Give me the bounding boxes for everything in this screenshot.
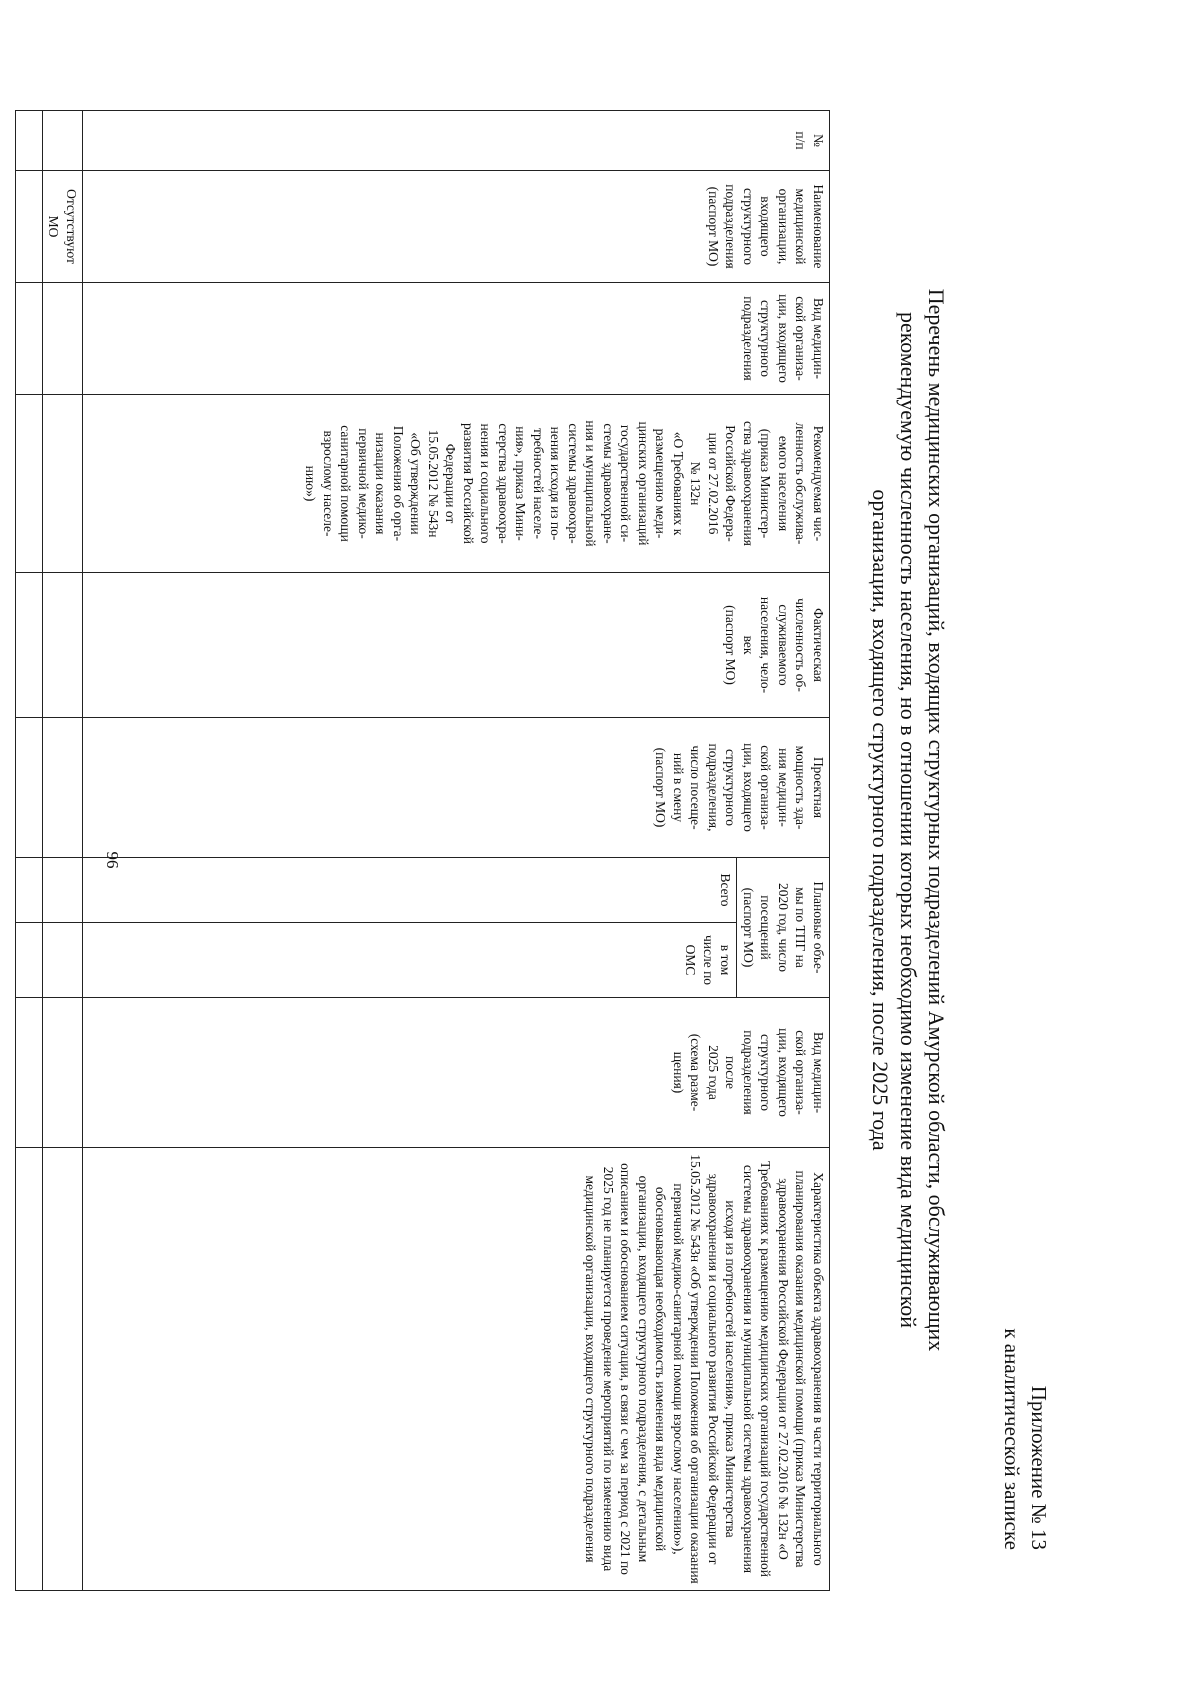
header-type-after: Вид медицин- ской организа- ции, входящего структурного подразделения после 2025 года (схема разме- щения) bbox=[83, 998, 830, 1148]
page-number: 96 bbox=[103, 851, 122, 869]
cell-recommended bbox=[43, 395, 83, 573]
cell-type-after bbox=[16, 998, 43, 1148]
header-actual: Фактическая численность об- служиваемого населения, чело- век (паспорт МО) bbox=[83, 573, 830, 718]
cell-type-after bbox=[43, 998, 83, 1148]
cell-actual bbox=[16, 573, 43, 718]
cell-planned-total bbox=[16, 858, 43, 923]
header-planned-oms: в том числе по ОМС bbox=[83, 923, 738, 998]
header-row bbox=[737, 111, 830, 1591]
cell-type bbox=[16, 283, 43, 395]
table-row bbox=[16, 111, 43, 1591]
header-capacity: Проектная мощность зда- ния медицин- ской организа- ции, входящего структурного подразделения, число посеще- ний в смену (паспорт МО) bbox=[83, 718, 830, 858]
header-name: Наименование медицинской организации, входящего структурного подразделения (паспорт МО) bbox=[83, 171, 830, 283]
cell-recommended bbox=[16, 395, 43, 573]
header-recommended: Рекомендуемая чис- ленность обслужива- емого населения (приказ Министер- ства здравоохранения Российской Федера- ции от 27.02.2016 № 132н «О Требованиях к размещению меди- цинских организаций государственной си- стемы здравоохране- ния и муниципальной системы здравоохра- нения исходя из по- требностей населе- ния», приказ Мини- стерства здравоохра- нения и социального развития Российской Федерации от 15.05.2012 № 543н «Об утверждении Положения об орга- низации оказания первичной медико- санитарной помощи взрослому населе- нию») bbox=[83, 395, 830, 573]
cell-characteristic bbox=[16, 1148, 43, 1591]
cell-num bbox=[16, 111, 43, 171]
cell-capacity bbox=[43, 718, 83, 858]
cell-planned-oms bbox=[16, 923, 43, 998]
header-type: Вид медицин- ской организа- ции, входящего структурного подразделения bbox=[83, 283, 830, 395]
cell-characteristic bbox=[43, 1148, 83, 1591]
appendix-caption bbox=[998, 1328, 1052, 1550]
cell-planned-total bbox=[43, 858, 83, 923]
title-line-2: рекомендуемую численность населения, но в отношении которых необходимо изменение вида медицинской bbox=[896, 311, 921, 1329]
organizations-table bbox=[15, 110, 830, 1591]
cell-type bbox=[43, 283, 83, 395]
header-planned-total: Всего bbox=[83, 858, 738, 923]
cell-capacity bbox=[16, 718, 43, 858]
header-planned: Плановые объе- мы по ТПГ на 2020 год, число посещений (паспорт МО) bbox=[737, 858, 830, 998]
appendix-subtitle: к аналитической записке bbox=[1000, 1328, 1024, 1550]
cell-actual bbox=[43, 573, 83, 718]
appendix-number: Приложение № 13 bbox=[1027, 1385, 1051, 1550]
header-characteristic: Характеристика объекта здравоохранения в части территориального планирования оказания медицинской помощи (приказ Министерства здравоохранения Российской Федерации от 27.02.2016 № 132н «О Требованиях к размещению медицинских организаций государственной системы здравоохранения и муниципальной системы здравоохранения исходя из потребностей населения», приказ Министерства здравоохранения и социального развития Российской Федерации от 15.05.2012 № 543н «Об утверждении Положения об организации оказания первичной медико-санитарной помощи взрослому населению»), обосновывающая необходимость изменения вида медицинской организации, входящего структурного подразделения, с детальным описанием и обоснованием ситуации, в связи с чем за период с 2021 по 2025 год не планируется проведение мероприятий по изменению вида медицинской организации, входящего структурного подразделения bbox=[83, 1148, 830, 1591]
cell-name bbox=[16, 171, 43, 283]
cell-num bbox=[43, 111, 83, 171]
title-line-1: Перечень медицинских организаций, входящих структурных подразделений Амурской области, обслуживающих bbox=[924, 288, 949, 1352]
cell-name: Отсутствуют МО bbox=[43, 171, 83, 283]
header-num: № п/п bbox=[83, 111, 830, 171]
document-title bbox=[866, 160, 950, 1480]
title-line-3: организации, входящего структурного подразделения, после 2025 года bbox=[868, 489, 893, 1151]
cell-planned-oms bbox=[43, 923, 83, 998]
table-row bbox=[43, 111, 83, 1591]
